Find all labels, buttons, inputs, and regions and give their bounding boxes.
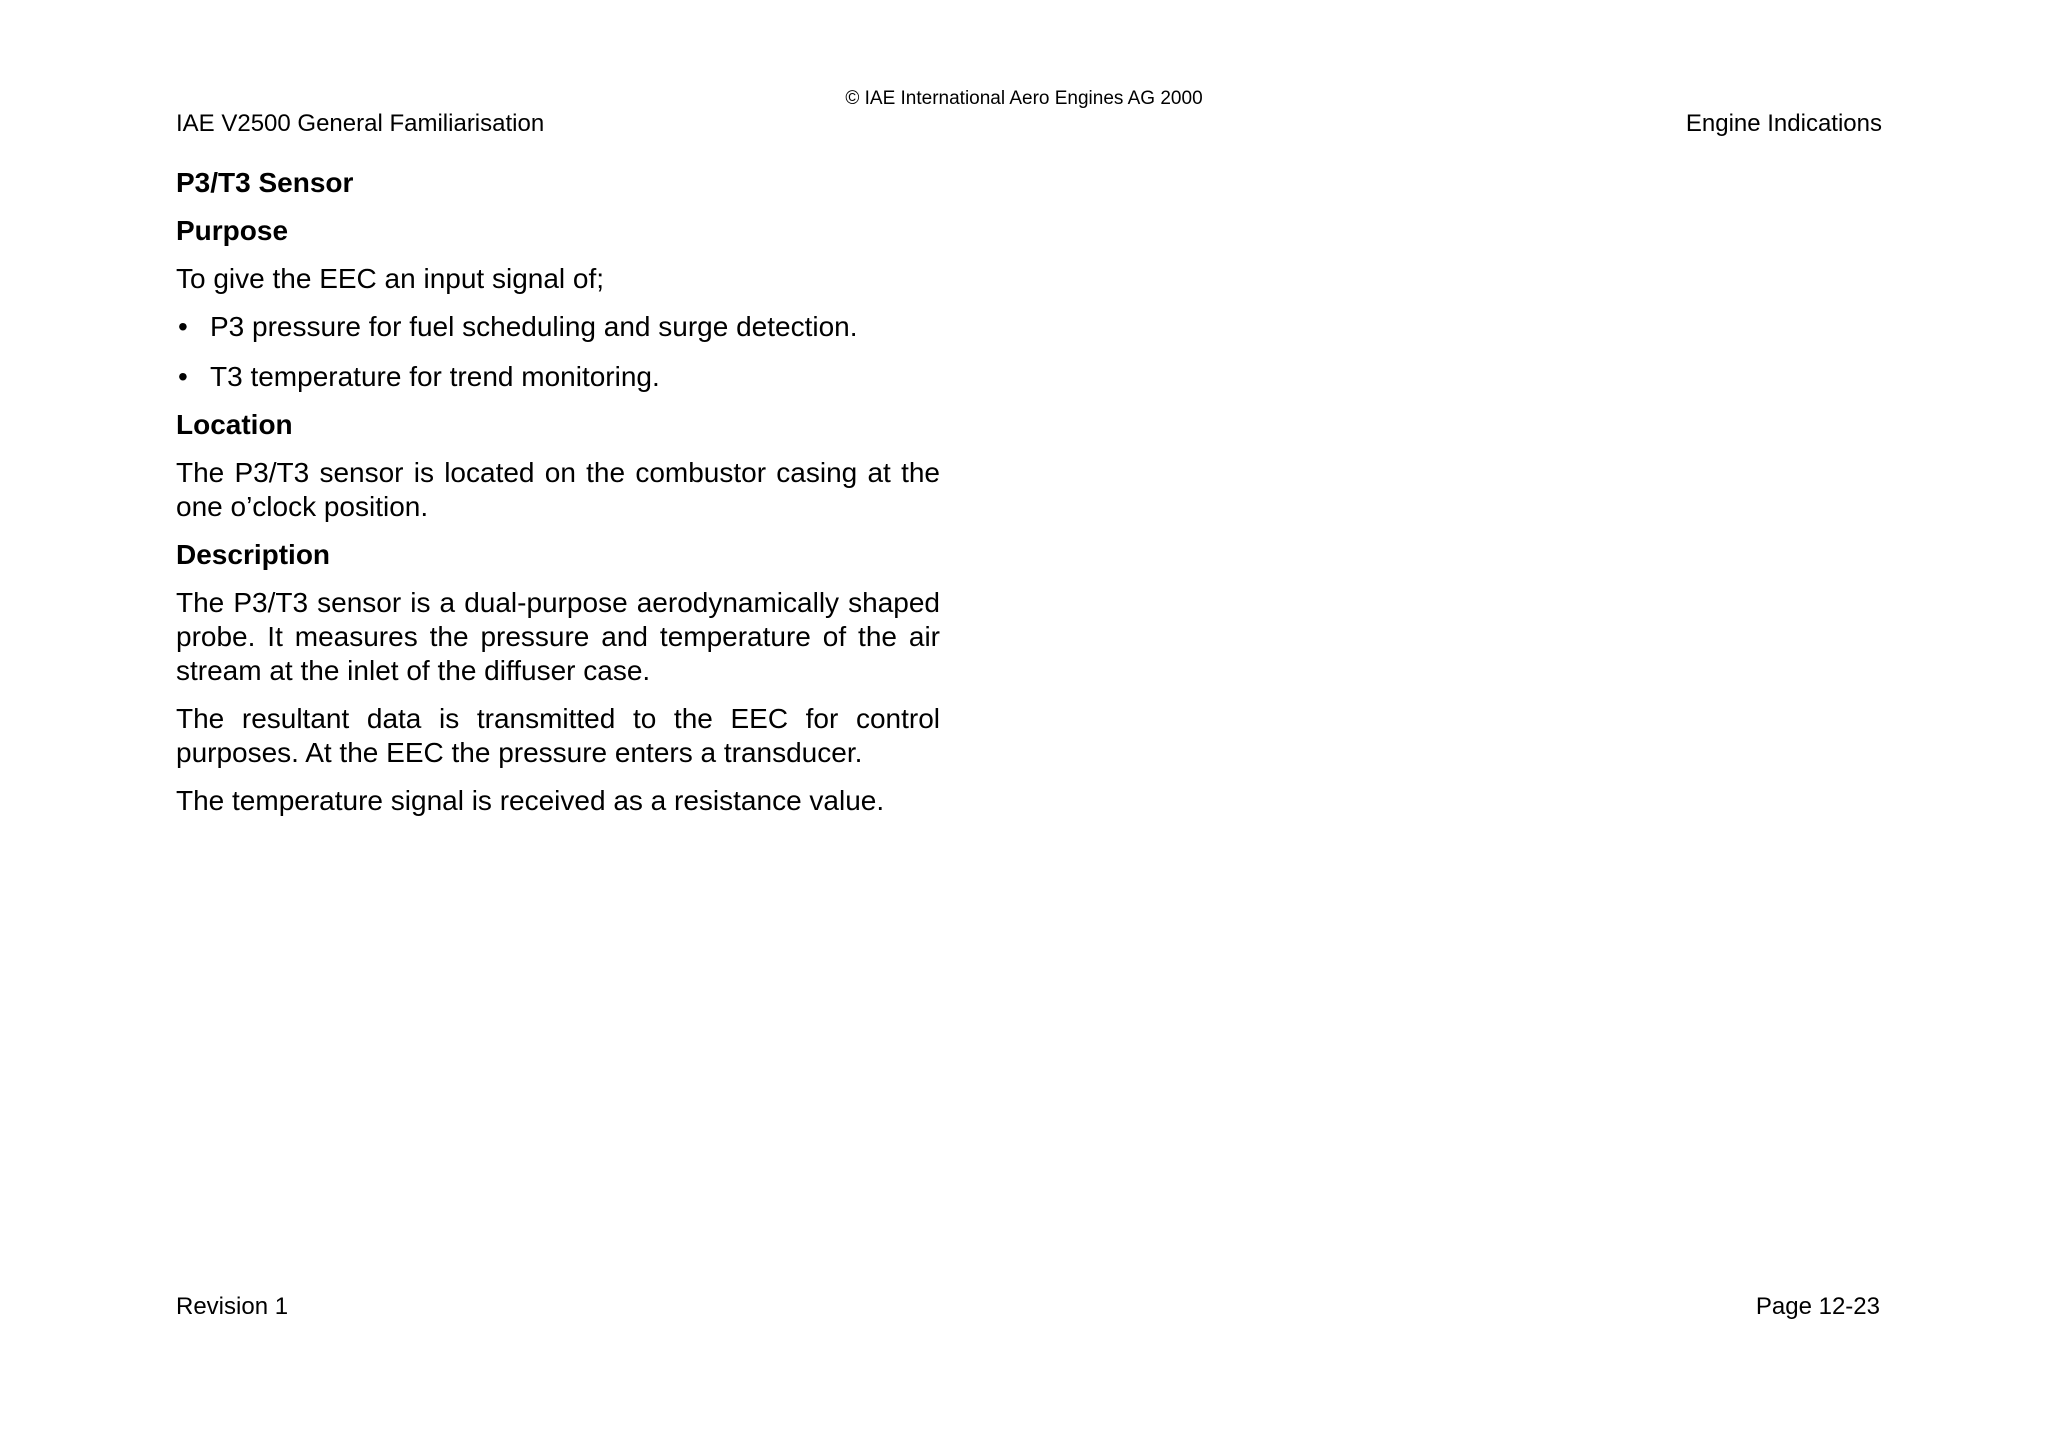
description-heading: Description: [176, 539, 331, 570]
location-paragraph: The P3/T3 sensor is located on the combustor casing at the one o’clock position.: [176, 457, 940, 522]
purpose-intro: To give the EEC an input signal of;: [176, 263, 605, 294]
list-item: [176, 360, 940, 394]
page-body: [176, 166, 940, 832]
location-heading: Location: [176, 409, 293, 440]
description-paragraph: The resultant data is transmitted to the EEC for control purposes. At the EEC the pressure enters a transducer.: [176, 703, 940, 768]
footer-revision: Revision 1: [176, 1293, 289, 1320]
description-paragraph: The temperature signal is received as a resistance value.: [176, 785, 885, 816]
page-title: P3/T3 Sensor: [176, 167, 354, 198]
footer-page-number: Page 12-23: [1755, 1293, 1880, 1320]
header-document-title: IAE V2500 General Familiarisation: [176, 110, 545, 137]
bullet-icon: •: [178, 361, 188, 392]
bullet-icon: •: [178, 311, 188, 342]
bullet-text: P3 pressure for fuel scheduling and surge detection.: [210, 311, 858, 342]
copyright-notice: © IAE International Aero Engines AG 2000: [845, 88, 1203, 109]
header-chapter-title: Engine Indications: [1685, 110, 1882, 137]
bullet-text: T3 temperature for trend monitoring.: [210, 361, 660, 392]
purpose-bullet-list: [176, 310, 940, 394]
list-item: [176, 310, 940, 344]
description-paragraph: The P3/T3 sensor is a dual-purpose aerodynamically shaped probe. It measures the pressure and temperature of the air stream at the inlet of the diffuser case.: [176, 587, 940, 686]
purpose-heading: Purpose: [176, 215, 289, 246]
